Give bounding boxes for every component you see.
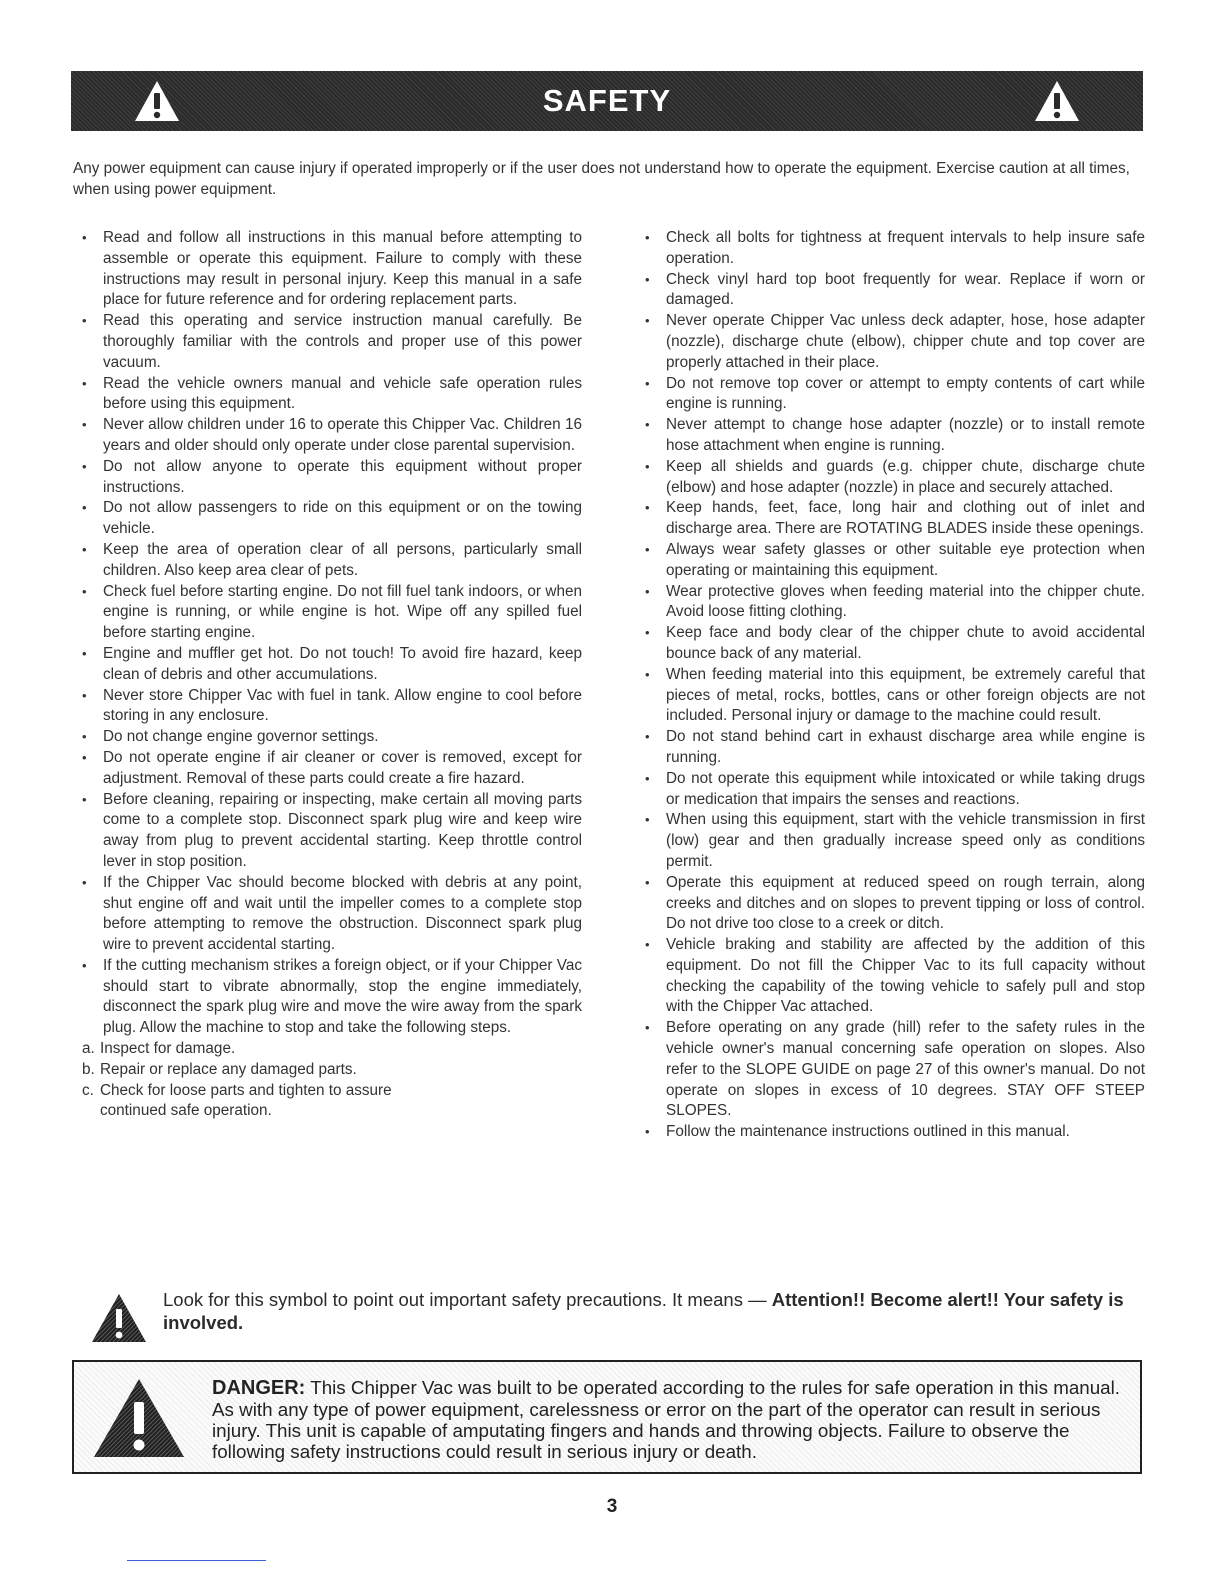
sub-steps-list [82, 1039, 582, 1122]
list-item: • Before operating on any grade (hill) refer to the safety rules in the vehicle owner's manual concerning safe operation on slopes. Also refer to the SLOPE GUIDE on page 27 of this owner's manual. Do not operate on slopes in excess of 10 degrees. STAY OFF STEEP SLOPES. [645, 1018, 1145, 1122]
left-safety-list [82, 228, 582, 1039]
sub-step [82, 1081, 582, 1123]
list-item: • Operate this equipment at reduced speed on rough terrain, along creeks and ditches and on slopes to prevent tipping or loss of control. Do not drive too close to a creek or ditch. [645, 873, 1145, 935]
intro-paragraph: Any power equipment can cause injury if operated improperly or if the user does not understand how to operate the equipment. Exercise caution at all times, when using power equipment. [73, 160, 1130, 198]
danger-text [212, 1377, 1122, 1462]
list-item: • Do not remove top cover or attempt to empty contents of cart while engine is running. [645, 374, 1145, 416]
list-item: • Always wear safety glasses or other suitable eye protection when operating or maintaining this equipment. [645, 540, 1145, 582]
list-item: • When feeding material into this equipment, be extremely careful that pieces of metal, rocks, bottles, cans or other foreign objects are not included. Personal injury or damage to the machine could result. [645, 665, 1145, 727]
safety-banner [71, 71, 1143, 131]
sub-step [82, 1060, 582, 1081]
list-item: • Vehicle braking and stability are affected by the addition of this equipment. Do not fill the Chipper Vac to its full capacity without checking the capability of the towing vehicle to safely pull and stop with the Chipper Vac attached. [645, 935, 1145, 1018]
list-item: • Keep face and body clear of the chipper chute to avoid accidental bounce back of any material. [645, 623, 1145, 665]
footer-rule [127, 1560, 266, 1561]
list-item: • When using this equipment, start with the vehicle transmission in first (low) gear and then gradually increase speed only as conditions permit. [645, 810, 1145, 872]
sub-step [82, 1039, 582, 1060]
list-item: • Follow the maintenance instructions outlined in this manual. [645, 1122, 1145, 1143]
left-column [82, 228, 582, 1122]
list-item: • Keep all shields and guards (e.g. chipper chute, discharge chute (elbow) and hose adapter (nozzle) in place and securely attached. [645, 457, 1145, 499]
list-item: • Before cleaning, repairing or inspecting, make certain all moving parts come to a complete stop. Disconnect spark plug wire and keep wire away from plug to prevent accidental starting. Keep throttle control lever in stop position. [82, 790, 582, 873]
danger-label: DANGER: [212, 1377, 306, 1399]
list-item: • Never allow children under 16 to operate this Chipper Vac. Children 16 years and older should only operate under close parental supervision. [82, 415, 582, 457]
sub-step-letter: a. [82, 1040, 95, 1058]
sub-step-letter: b. [82, 1060, 95, 1078]
right-safety-list [645, 228, 1145, 1143]
sub-step-text: Check for loose parts and tighten to assure continued safe operation. [100, 1081, 392, 1120]
warning-triangle-icon [91, 1376, 187, 1460]
list-item: • Do not stand behind cart in exhaust discharge area while engine is running. [645, 727, 1145, 769]
right-column [645, 228, 1145, 1143]
list-item: • Do not operate engine if air cleaner or cover is removed, except for adjustment. Removal of these parts could create a fire hazard. [82, 748, 582, 790]
list-item: • Do not operate this equipment while intoxicated or while taking drugs or medication that impairs the senses and reactions. [645, 769, 1145, 811]
alert-text [163, 1288, 1143, 1334]
list-item: • Check all bolts for tightness at frequent intervals to help insure safe operation. [645, 228, 1145, 270]
sub-step-text: Repair or replace any damaged parts. [100, 1060, 357, 1078]
list-item: • Do not allow passengers to ride on this equipment or on the towing vehicle. [82, 498, 582, 540]
list-item: • Engine and muffler get hot. Do not touch! To avoid fire hazard, keep clean of debris and other accumulations. [82, 644, 582, 686]
list-item: • Do not allow anyone to operate this equipment without proper instructions. [82, 457, 582, 499]
alert-text-bold: Attention!! Become alert!! Your safety is involved. [163, 1289, 1124, 1333]
danger-box [72, 1360, 1142, 1474]
list-item: • If the Chipper Vac should become blocked with debris at any point, shut engine off and wait until the impeller comes to a complete stop before attempting to remove the obstruction. Disconnect spark plug wire to prevent accidental starting. [82, 873, 582, 956]
banner-title: SAFETY [542, 83, 672, 118]
list-item: • Do not change engine governor settings. [82, 727, 582, 748]
list-item: • If the cutting mechanism strikes a foreign object, or if your Chipper Vac should start to vibrate abnormally, stop the engine immediately, disconnect the spark plug wire and move the wire away from the spark plug. Allow the machine to stop and take the following steps. [82, 956, 582, 1039]
danger-message: This Chipper Vac was built to be operated according to the rules for safe operation in this manual. As with any type of power equipment, carelessness or error on the part of the operator can result in serious injury. This unit is capable of amputating fingers and hands and throwing objects. Failure to observe the following safety instructions could result in serious injury or death. [212, 1377, 1121, 1462]
alert-text-plain: Look for this symbol to point out important safety precautions. It means — [163, 1289, 772, 1310]
list-item: • Never attempt to change hose adapter (nozzle) or to install remote hose attachment when engine is running. [645, 415, 1145, 457]
sub-step-letter: c. [82, 1081, 94, 1099]
list-item: • Wear protective gloves when feeding material into the chipper chute. Avoid loose fitting clothing. [645, 582, 1145, 624]
list-item: • Read the vehicle owners manual and vehicle safe operation rules before using this equipment. [82, 374, 582, 416]
safety-alert-note [90, 1288, 1150, 1340]
page-number: 3 [606, 1496, 618, 1517]
warning-triangle-icon [90, 1292, 148, 1344]
list-item: • Check vinyl hard top boot frequently for wear. Replace if worn or damaged. [645, 270, 1145, 312]
list-item: • Check fuel before starting engine. Do not fill fuel tank indoors, or when engine is running, or while engine is hot. Wipe off any spilled fuel before starting engine. [82, 582, 582, 644]
list-item: • Keep hands, feet, face, long hair and clothing out of inlet and discharge area. There are ROTATING BLADES inside these openings. [645, 498, 1145, 540]
list-item: • Read and follow all instructions in this manual before attempting to assemble or operate this equipment. Failure to comply with these instructions may result in personal injury. Keep this manual in a safe place for future reference and for ordering replacement parts. [82, 228, 582, 311]
list-item: • Read this operating and service instruction manual carefully. Be thoroughly familiar with the controls and proper use of this power vacuum. [82, 311, 582, 373]
sub-step-text: Inspect for damage. [100, 1040, 236, 1058]
list-item: • Never store Chipper Vac with fuel in tank. Allow engine to cool before storing in any enclosure. [82, 686, 582, 728]
list-item: • Keep the area of operation clear of all persons, particularly small children. Also keep area clear of pets. [82, 540, 582, 582]
list-item: • Never operate Chipper Vac unless deck adapter, hose, hose adapter (nozzle), discharge chute (elbow), chipper chute and top cover are properly attached in their place. [645, 311, 1145, 373]
